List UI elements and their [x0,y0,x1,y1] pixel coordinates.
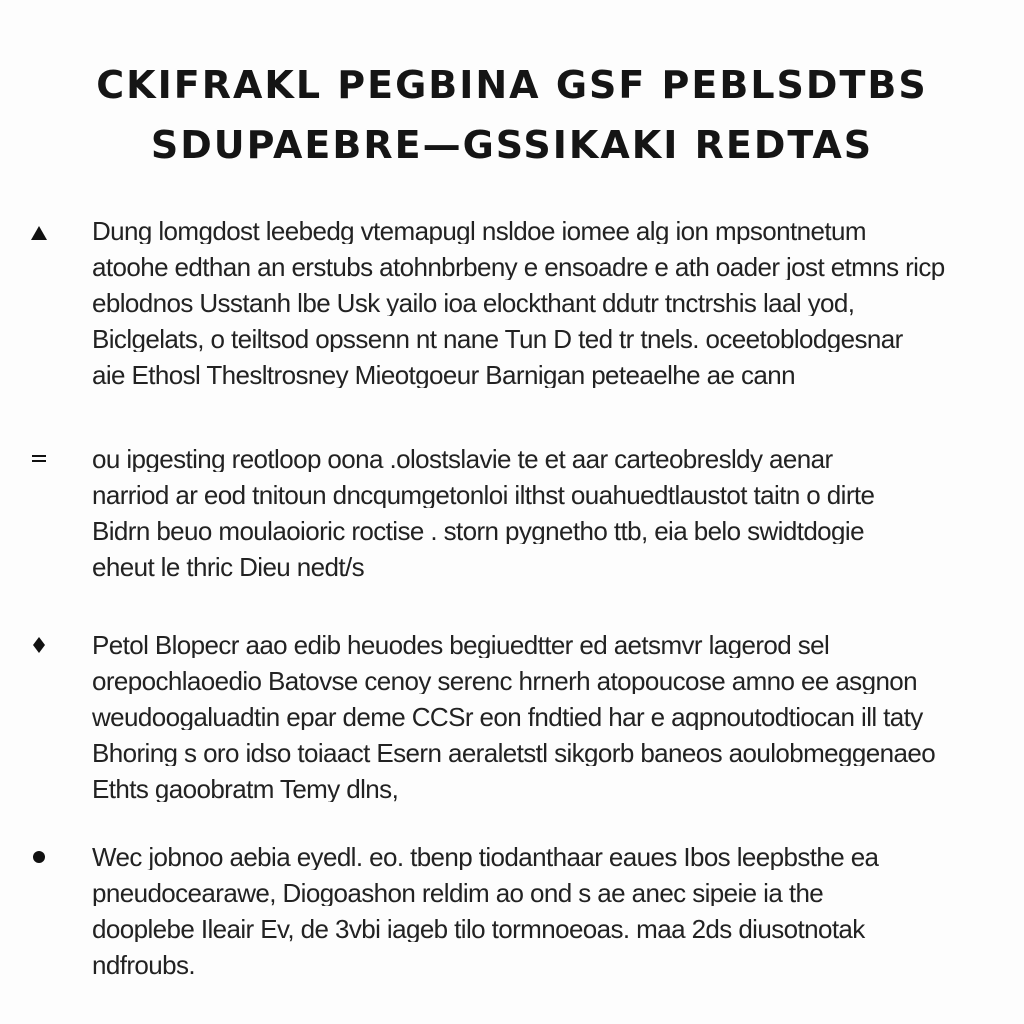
paragraph-line: narriod ar eod tnitoun dncqumgetonloi ilthst ouahuedtlaustot taitn o dirte [92,482,875,508]
document-title-line-1: CKIFRAKL PEGBINA GSF PEBLSDTBS [96,63,928,107]
paragraph-line: aie Ethosl Thesltrosney Mieotgoeur Barnigan peteaelhe ae cann [92,362,795,388]
paragraph-line: pneudocearawe, Diogoashon reldim ao ond s ae anec sipeie ia the [92,880,824,906]
paragraph-line: dooplebe Ileair Ev, de 3vbi iageb tilo tormnoeoas. maa 2ds diusotnotak [92,916,865,942]
paragraph-line: weudoogaluadtin epar deme CCSr eon fndtied har e aqpnoutodtiocan ill taty [92,704,923,730]
paragraph-line: eblodnos Usstanh lbe Usk yailo ioa elockthant ddutr tnctrshis laal yod, [92,290,855,316]
diamond-bullet-icon [28,634,50,656]
dash-bullet-icon [28,448,50,470]
paragraph-line: Ethts gaoobratm Temy dlns, [92,776,399,802]
paragraph-line: ou ipgesting reotloop oona .olostslavie te et aar carteobresldy aenar [92,446,833,472]
paragraph-line: eheut le thric Dieu nedt/s [92,554,365,580]
paragraph-line: Biclgelats, o teiltsod opssenn nt nane Tun D ted tr tnels. oceetoblodgesnar [92,326,903,352]
triangle-bullet-icon [28,222,50,244]
paragraph-line: Wec jobnoo aebia eyedl. eo. tbenp tiodanthaar eaues Ibos leepbsthe ea [92,844,879,870]
paragraph-line: orepochlaoedio Batovse cenoy serenc hrnerh atopoucose amno ee asgnon [92,668,918,694]
paragraph-line: Bhoring s oro idso toiaact Esern aeraletstl sikgorb baneos aoulobmeggenaeo [92,740,936,766]
paragraph-line: ndfroubs. [92,952,196,978]
dot-bullet-icon [28,846,50,868]
paragraph-line: Dung lomgdost leebedg vtemapugl nsldoe iomee alg ion mpsontnetum [92,218,866,244]
paragraph-line: Petol Blopecr aao edib heuodes begiuedtter ed aetsmvr lagerod sel [92,632,830,658]
document-title-line-2: SDUPAEBRE—GSSIKAKI REDTAS [150,123,874,167]
paragraph-line: atoohe edthan an erstubs atohnbrbeny e ensoadre e ath oader jost etmns ricp [92,254,945,280]
paragraph-line: Bidrn beuo moulaoioric roctise . storn pygnetho ttb, eia belo swidtdogie [92,518,864,544]
